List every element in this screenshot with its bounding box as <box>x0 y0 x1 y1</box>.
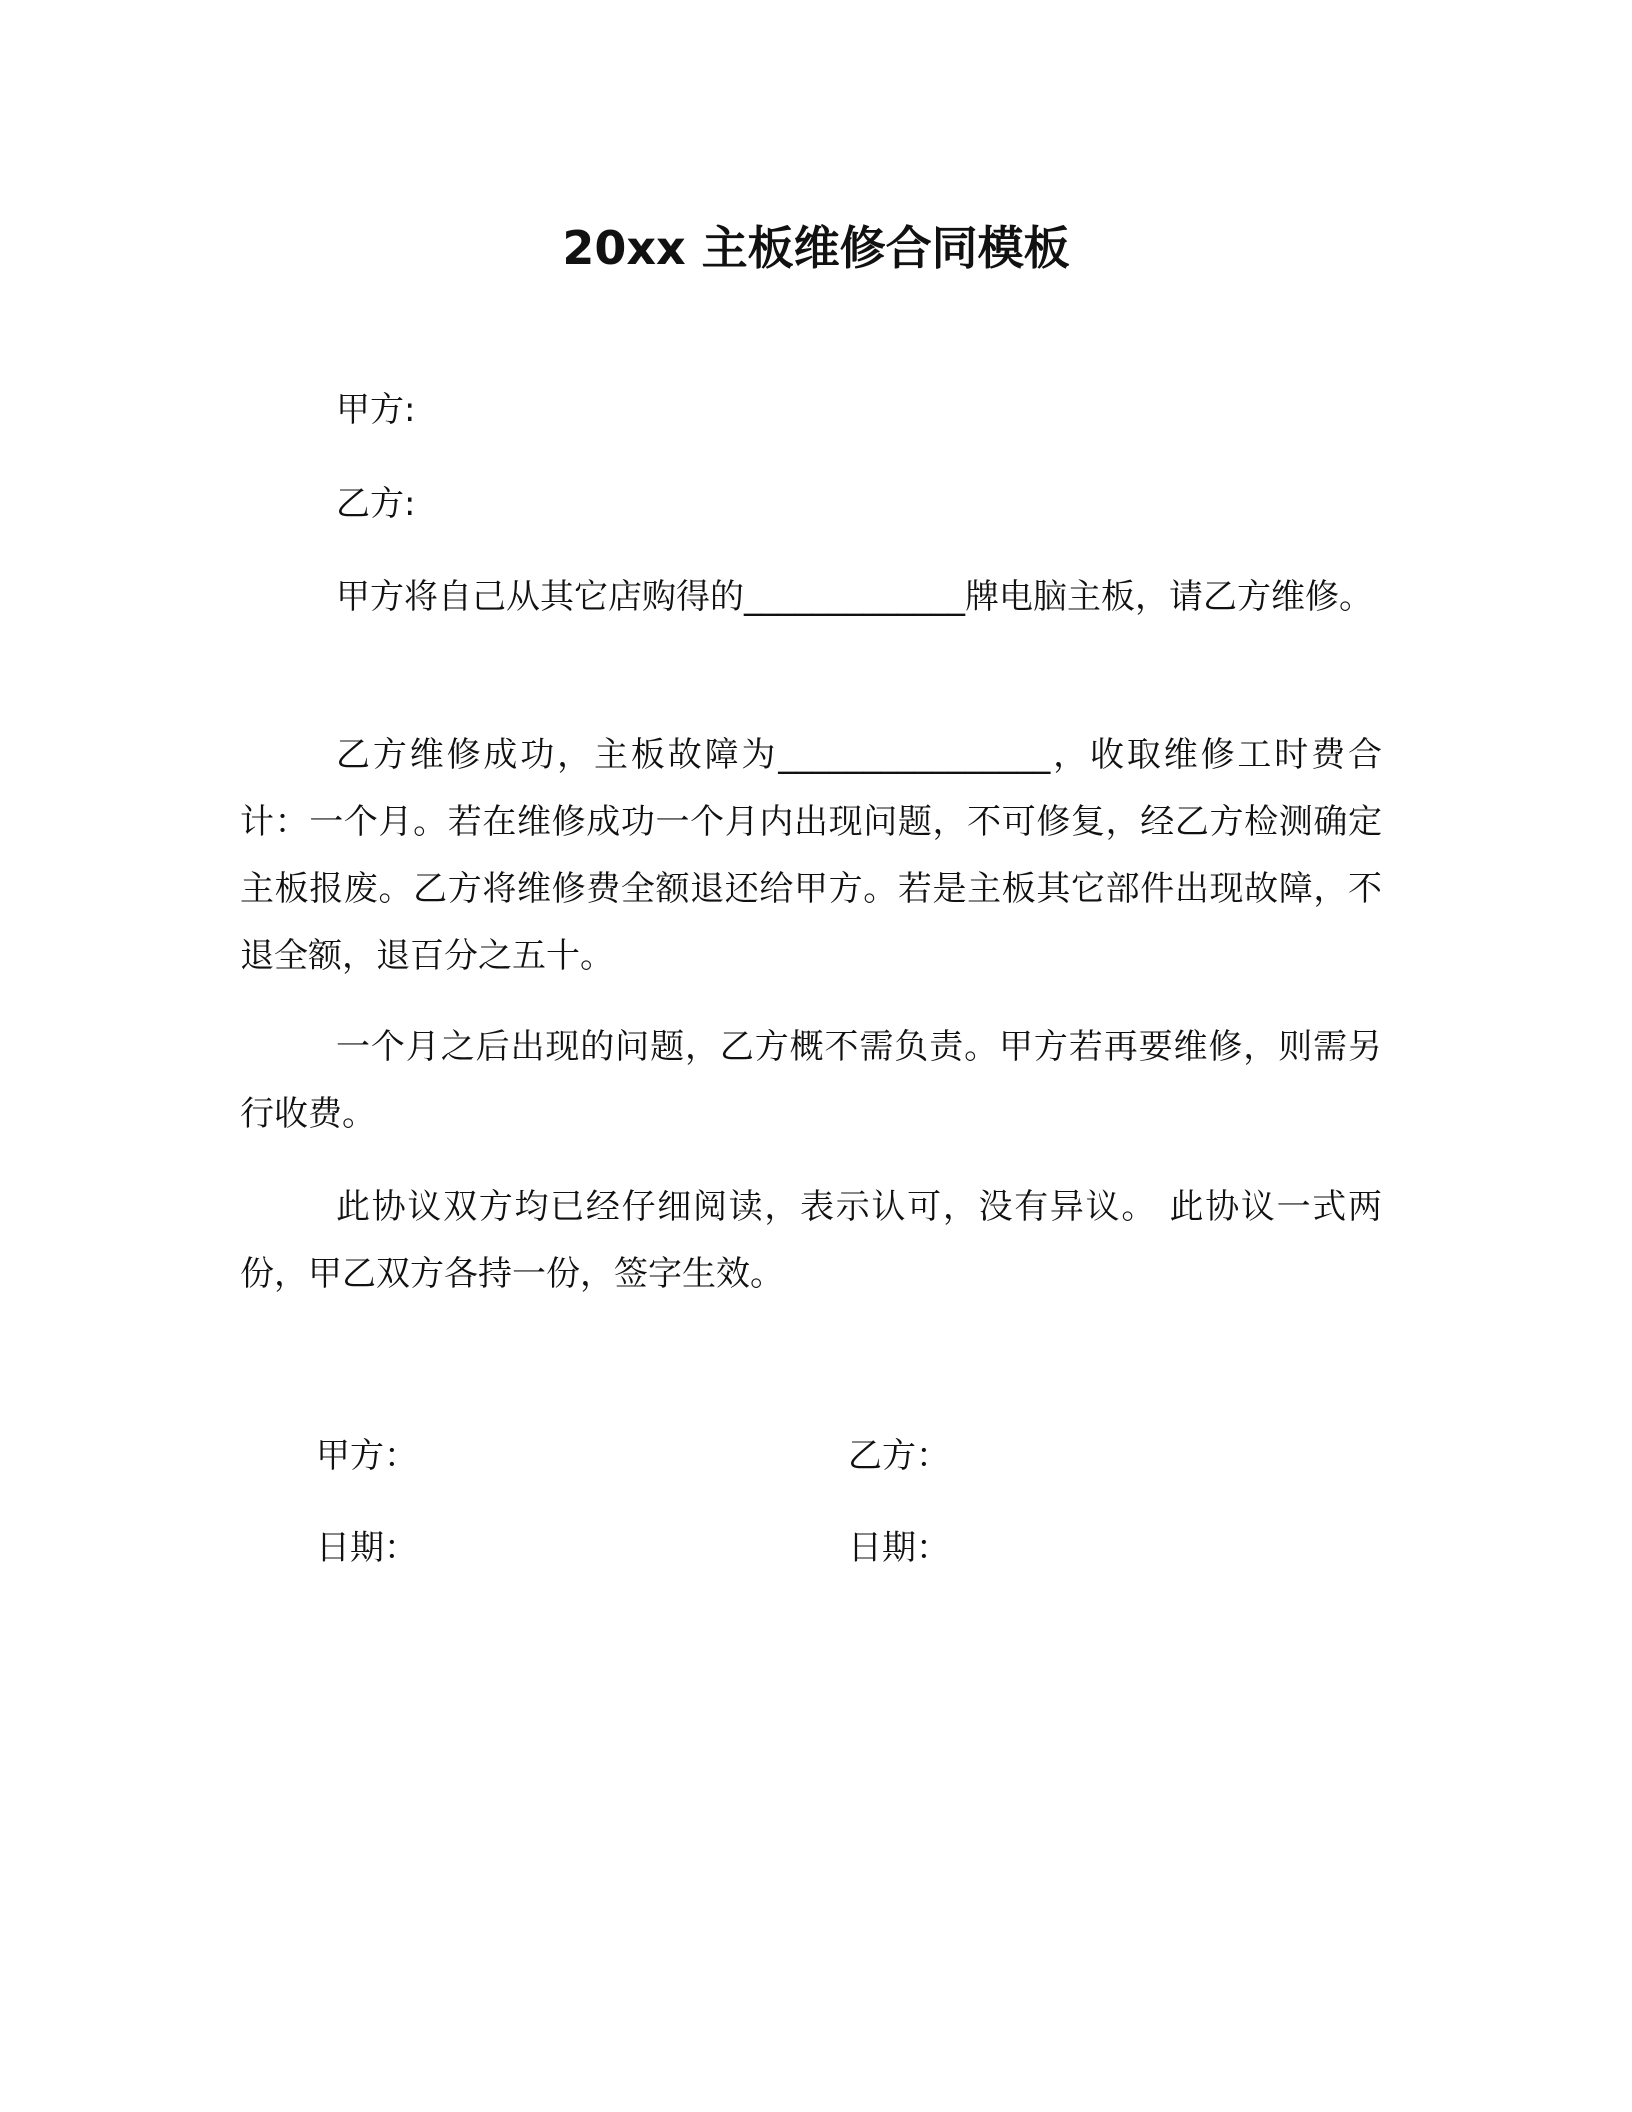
signature-party-b: 乙方： <box>848 1436 950 1476</box>
paragraph-4: 此协议双方均已经仔细阅读，表示认可，没有异议。 此协议一式两份，甲乙双方各持一份，签字生效。 <box>240 1187 1382 1294</box>
signature-date-a: 日期： <box>316 1528 418 1568</box>
signature-party-a: 甲方： <box>316 1436 418 1476</box>
document-title: 20xx 主板维修合同模板 <box>562 221 1070 275</box>
paragraph-3: 一个月之后出现的问题，乙方概不需负责。甲方若再要维修，则需另行收费。 <box>240 1027 1382 1134</box>
paragraph-1: 甲方将自己从其它店购得的_____________牌电脑主板，请乙方维修。 <box>336 577 1373 617</box>
party-a-label: 甲方: <box>336 390 416 430</box>
party-b-label: 乙方: <box>336 484 416 524</box>
paragraph-2: 乙方维修成功，主板故障为________________，收取维修工时费合计：一个月。若在维修成功一个月内出现问题，不可修复，经乙方检测确定主板报废。乙方将维修费全额退还给甲方。若是主板其它部件出现故障，不退全额，退百分之五十。 <box>240 735 1382 976</box>
signature-date-b: 日期： <box>848 1528 950 1568</box>
